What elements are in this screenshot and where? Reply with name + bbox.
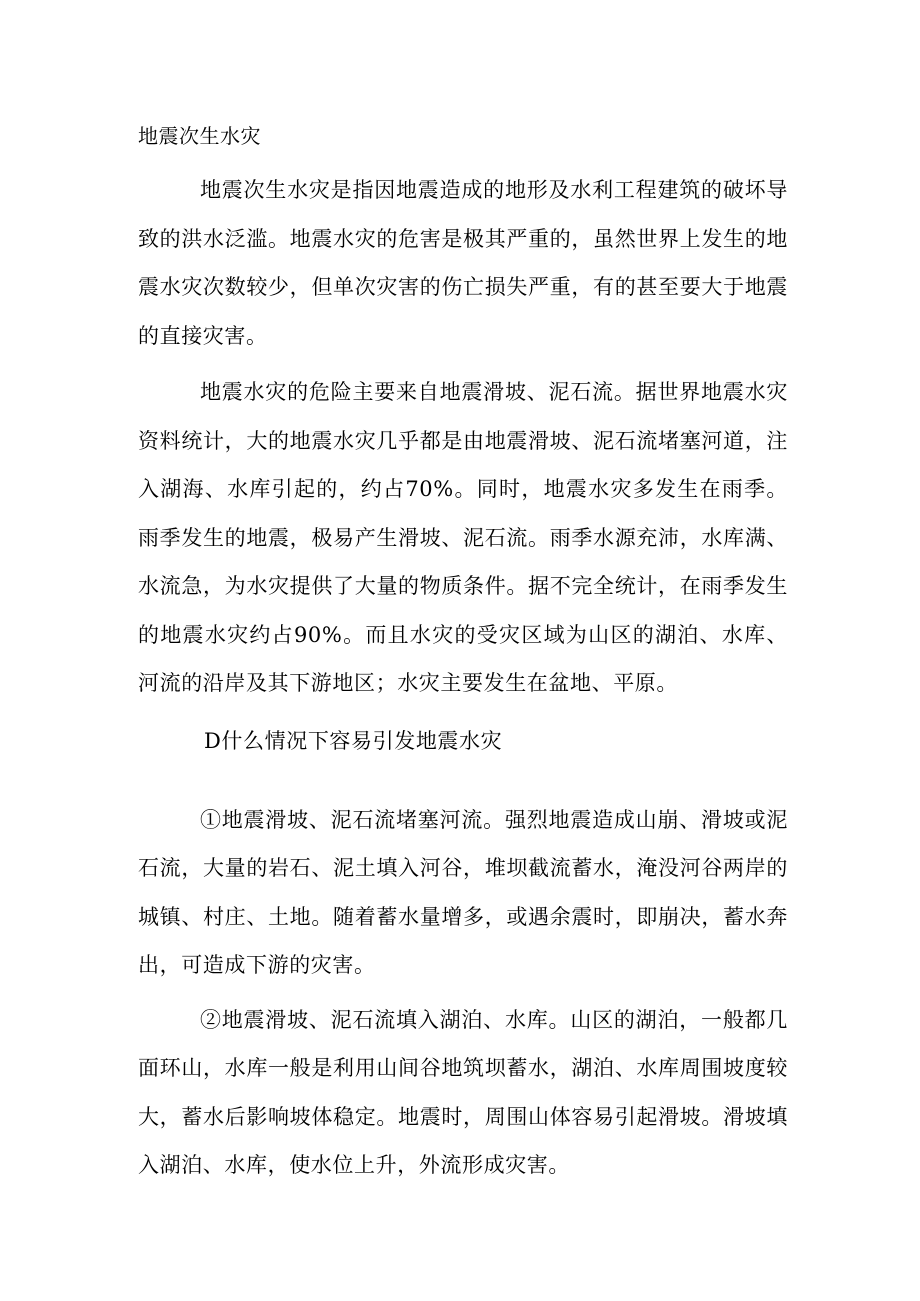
section-subheading: D什么情况下容易引发地震水灾 (204, 728, 503, 753)
document-title: 地震次生水灾 (138, 124, 261, 148)
point-lake-reservoir: ②地震滑坡、泥石流填入湖泊、水库。山区的湖泊，一般都几面环山，水库一般是利用山间谷地筑坝蓄水，湖泊、水库周围坡度较大，蓄水后影响坡体稳定。地震时，周围山体容易引起滑坡。滑坡填入湖泊、水库，使水位上升，外流形成灾害。 (138, 1007, 788, 1177)
paragraph-causes: 地震水灾的危险主要来自地震滑坡、泥石流。据世界地震水灾资料统计，大的地震水灾几乎都是由地震滑坡、泥石流堵塞河道，注入湖海、水库引起的，约占70%。同时，地震水灾多发生在雨季。雨季发生的地震，极易产生滑坡、泥石流。雨季水源充沛，水库满、水流急，为水灾提供了大量的物质条件。据不完全统计，在雨季发生的地震水灾约占90%。而且水灾的受灾区域为山区的湖泊、水库、河流的沿岸及其下游地区；水灾主要发生在盆地、平原。 (138, 380, 788, 695)
document-body (138, 122, 788, 1190)
paragraph-definition: 地震次生水灾是指因地震造成的地形及水利工程建筑的破坏导致的洪水泛滥。地震水灾的危害是极其严重的，虽然世界上发生的地震水灾次数较少，但单次灾害的伤亡损失严重，有的甚至要大于地震的直接灾害。 (138, 178, 788, 348)
point-river-blockage: ①地震滑坡、泥石流堵塞河流。强烈地震造成山崩、滑坡或泥石流，大量的岩石、泥土填入河谷，堆坝截流蓄水，淹没河谷两岸的城镇、村庄、土地。随着蓄水量增多，或遇余震时，即崩决，蓄水奔出，可造成下游的灾害。 (138, 807, 788, 977)
